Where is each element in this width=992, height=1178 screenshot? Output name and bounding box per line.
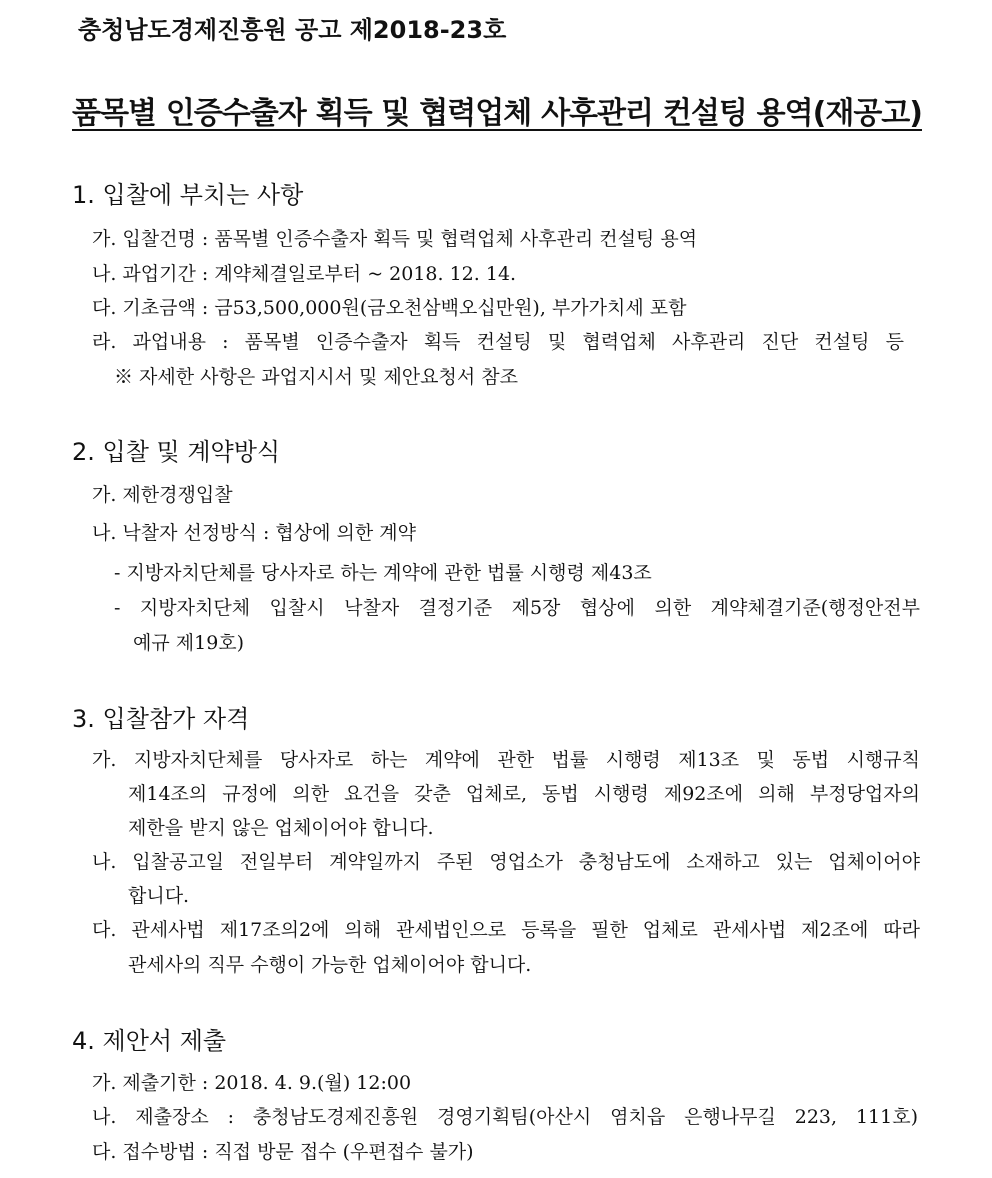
section-line: 합니다. [128,885,190,907]
section-line: - 지방자치단체 입찰시 낙찰자 결정기준 제5장 협상에 의한 계약체결기준(행정안전부 [114,597,920,619]
section-line: 나. 제출장소 : 충청남도경제진흥원 경영기획팀(아산시 염치읍 은행나무길 223, 111호) [92,1106,918,1128]
section-heading: 4. 제안서 제출 [72,1027,227,1055]
section-line: 가. 입찰건명 : 품목별 인증수출자 획득 및 협력업체 사후관리 컨설팅 용역 [92,228,698,250]
section-line: 다. 접수방법 : 직접 방문 접수 (우편접수 불가) [92,1141,474,1163]
section-line: 관세사의 직무 수행이 가능한 업체이어야 합니다. [128,954,532,976]
section-line: 다. 관세사법 제17조의2에 의해 관세법인으로 등록을 필한 업체로 관세사법 제2조에 따라 [92,919,920,941]
section-line: 제14조의 규정에 의한 요건을 갖춘 업체로, 동법 시행령 제92조에 의해 부정당업자의 [128,783,920,805]
section-heading: 1. 입찰에 부치는 사항 [72,181,304,209]
section-line: 나. 입찰공고일 전일부터 계약일까지 주된 영업소가 충청남도에 소재하고 있는 업체이어야 [92,851,920,873]
notice-number: 충청남도경제진흥원 공고 제2018-23호 [78,16,507,44]
section-line: - 지방자치단체를 당사자로 하는 계약에 관한 법률 시행령 제43조 [114,562,652,584]
section-line: 예규 제19호) [133,632,245,654]
section-line: 나. 낙찰자 선정방식 : 협상에 의한 계약 [92,522,416,544]
section-line: 가. 제한경쟁입찰 [92,484,233,506]
section-heading: 2. 입찰 및 계약방식 [72,438,281,466]
document-title: 품목별 인증수출자 획득 및 협력업체 사후관리 컨설팅 용역(재공고) [72,96,922,131]
section-line: 다. 기초금액 : 금53,500,000원(금오천삼백오십만원), 부가가치세 포함 [92,297,687,319]
section-line: 제한을 받지 않은 업체이어야 합니다. [128,817,434,839]
note-line: ※ 자세한 사항은 과업지시서 및 제안요청서 참조 [114,366,518,388]
section-heading: 3. 입찰참가 자격 [72,705,250,733]
section-line: 가. 제출기한 : 2018. 4. 9.(월) 12:00 [92,1072,412,1094]
section-line: 나. 과업기간 : 계약체결일로부터 ~ 2018. 12. 14. [92,263,517,285]
section-line: 가. 지방자치단체를 당사자로 하는 계약에 관한 법률 시행령 제13조 및 동법 시행규칙 [92,749,920,771]
section-line: 라. 과업내용 : 품목별 인증수출자 획득 컨설팅 및 협력업체 사후관리 진단 컨설팅 등 [92,331,904,353]
